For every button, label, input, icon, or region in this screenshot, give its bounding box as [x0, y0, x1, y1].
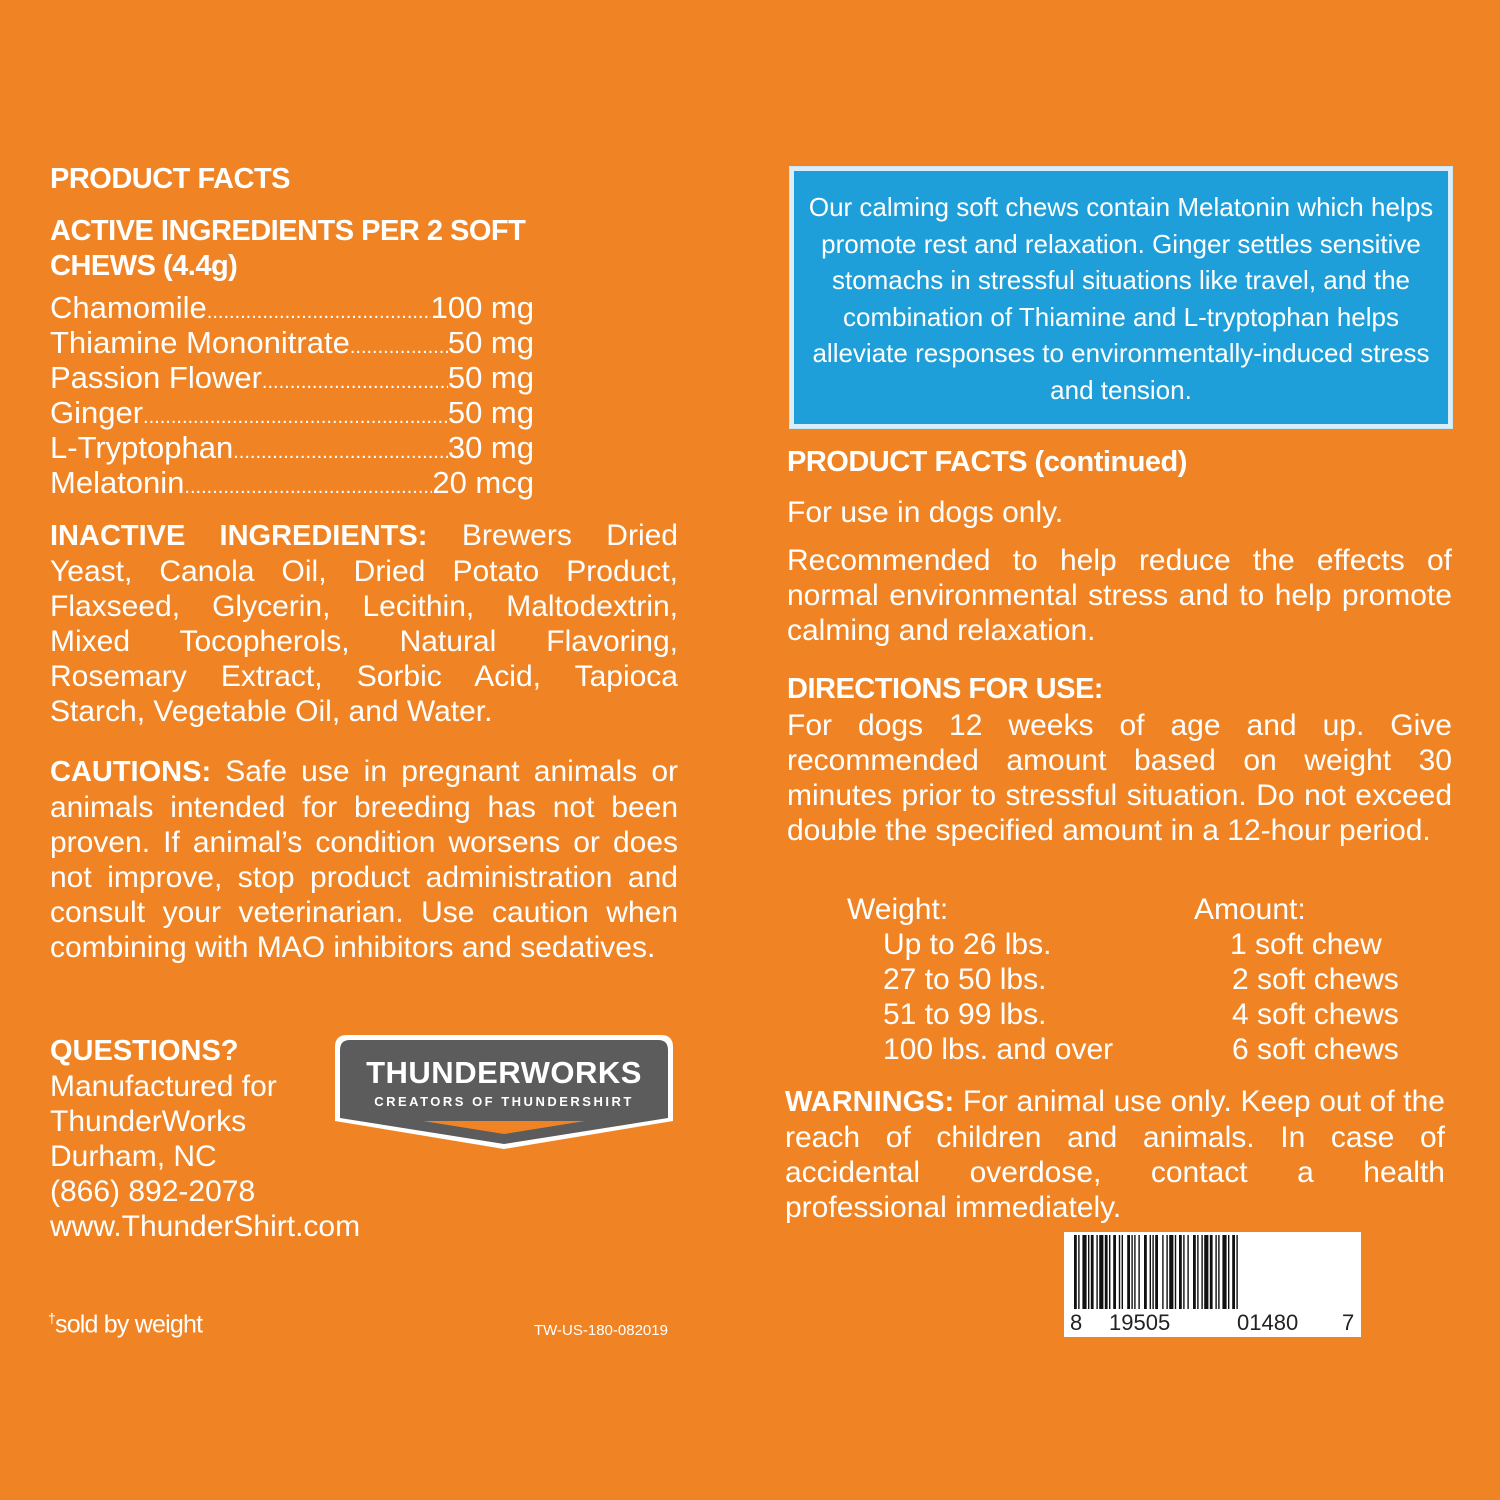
- weight-cell: 27 to 50 lbs.: [883, 963, 1047, 996]
- barcode-bar: [1131, 1235, 1132, 1309]
- barcode-bar: [1210, 1235, 1213, 1309]
- barcode-bar: [1169, 1235, 1173, 1309]
- recommended-use: Recommended to help reduce the effects of normal environmental stress and to help promote calming and relaxation.: [787, 544, 1452, 647]
- barcode-bar: [1091, 1235, 1094, 1309]
- barcode-bar: [1236, 1235, 1237, 1309]
- barcode-bar: [1183, 1235, 1184, 1309]
- calming-description-box: Our calming soft chews contain Melatonin which helps promote rest and relaxation. Ginger settles sensitive stomachs in stressful situations like travel, and the combination of Thiamine and L-tryptophan helps alleviate responses to environmentally-induced stress and tension.: [790, 167, 1452, 428]
- barcode-bar: [1197, 1235, 1198, 1309]
- barcode: [1064, 1232, 1361, 1337]
- amount-cell: 2 soft chews: [1232, 963, 1399, 996]
- barcode-bar: [1088, 1235, 1089, 1309]
- questions-block: [50, 1034, 361, 1244]
- inactive-ingredients: [50, 518, 678, 729]
- amount-cell: 4 soft chews: [1232, 998, 1399, 1031]
- weight-cell: 100 lbs. and over: [883, 1033, 1114, 1066]
- weight-cell: Up to 26 lbs.: [883, 928, 1052, 961]
- questions-label: QUESTIONS?: [50, 1035, 239, 1067]
- barcode-digits-group-1: 19505: [1109, 1310, 1171, 1335]
- cautions: [50, 754, 678, 965]
- leader-dots: [143, 395, 448, 430]
- sold-by-weight-text: sold by weight: [55, 1310, 203, 1339]
- barcode-bar: [1201, 1235, 1202, 1309]
- barcode-bar: [1162, 1235, 1163, 1309]
- logo-tagline: CREATORS OF THUNDERSHIRT: [374, 1094, 634, 1109]
- ingredient-amount: 50 mg: [447, 325, 534, 360]
- company-city: Durham, NC: [50, 1140, 217, 1173]
- phone-number: (866) 892-2078: [50, 1175, 256, 1208]
- barcode-digit-right: 7: [1342, 1310, 1355, 1335]
- barcode-bar: [1074, 1235, 1077, 1309]
- company-name: ThunderWorks: [50, 1105, 247, 1138]
- logo-badge-shape: [333, 1033, 675, 1151]
- product-facts-continued-title: PRODUCT FACTS (continued): [787, 446, 1187, 478]
- sold-by-weight-note: [48, 1310, 202, 1339]
- ingredient-row: [50, 465, 534, 500]
- barcode-bar: [1078, 1235, 1079, 1309]
- ingredient-name: Melatonin: [50, 465, 185, 500]
- barcode-bars: [1074, 1235, 1351, 1309]
- ingredient-name: Chamomile: [50, 290, 207, 325]
- warnings-text: For animal use only. Keep out of the reach of children and animals. In case of accidental overdose, contact a health professional immediately.: [785, 1085, 1445, 1224]
- weight-cell: 51 to 99 lbs.: [883, 998, 1047, 1031]
- product-code: TW-US-180-082019: [534, 1322, 668, 1339]
- barcode-bar: [1105, 1235, 1108, 1309]
- logo-name: THUNDERWORKS: [366, 1055, 642, 1090]
- barcode-bar: [1179, 1235, 1182, 1309]
- barcode-bar: [1138, 1235, 1139, 1309]
- inactive-label: INACTIVE INGREDIENTS:: [50, 520, 428, 552]
- product-facts-title: PRODUCT FACTS: [50, 163, 290, 195]
- barcode-bar: [1166, 1235, 1167, 1309]
- barcode-digit-left: 8: [1070, 1310, 1083, 1335]
- ingredient-row: [50, 395, 534, 430]
- barcode-bar: [1082, 1235, 1086, 1309]
- barcode-bar: [1175, 1235, 1176, 1309]
- ingredient-amount: 50 mg: [447, 395, 534, 430]
- ingredient-amount: 50 mg: [447, 360, 534, 395]
- amount-cell: 6 soft chews: [1232, 1033, 1399, 1066]
- cautions-text: Safe use in pregnant animals or animals intended for breeding has not been proven. If animal’s condition worsens or does not improve, stop product administration and consult your veterinarian. Use caution when combining with MAO inhibitors and sedatives.: [50, 755, 678, 964]
- ingredient-name: Passion Flower: [50, 360, 262, 395]
- leader-dots: [184, 465, 432, 500]
- barcode-bar: [1228, 1235, 1229, 1309]
- barcode-bar: [1127, 1235, 1130, 1309]
- barcode-bar: [1150, 1235, 1151, 1309]
- barcode-bar: [1096, 1235, 1097, 1309]
- ingredient-amount: 100 mg: [430, 290, 534, 325]
- ingredient-row: [50, 290, 534, 325]
- leader-dots: [262, 360, 448, 395]
- ingredient-name: Thiamine Mononitrate: [50, 325, 350, 360]
- barcode-bar: [1134, 1235, 1135, 1309]
- barcode-bar: [1204, 1235, 1208, 1309]
- ingredient-amount: 30 mg: [447, 430, 534, 465]
- amount-column: [1194, 892, 1399, 1067]
- for-dogs-only: For use in dogs only.: [787, 496, 1064, 529]
- ingredient-row: [50, 325, 534, 360]
- ingredient-row: [50, 360, 534, 395]
- barcode-digits-group-2: 01480: [1237, 1310, 1299, 1335]
- active-ingredients-list: [50, 290, 534, 500]
- barcode-bar: [1099, 1235, 1103, 1309]
- active-ingredients-title: ACTIVE INGREDIENTS PER 2 SOFT CHEWS (4.4g): [50, 215, 526, 282]
- ingredient-name: Ginger: [50, 395, 144, 430]
- barcode-bar: [1109, 1235, 1110, 1309]
- barcode-bar: [1119, 1235, 1120, 1309]
- barcode-bar: [1232, 1235, 1235, 1309]
- directions-title: DIRECTIONS FOR USE:: [787, 673, 1103, 705]
- directions-text: For dogs 12 weeks of age and up. Give recommended amount based on weight 30 minutes prior to stressful situation. Do not exceed double the specified amount in a 12-hour period.: [787, 709, 1452, 847]
- barcode-bar: [1113, 1235, 1116, 1309]
- cautions-label: CAUTIONS:: [50, 756, 212, 788]
- warnings: [785, 1084, 1445, 1225]
- manufacturer-line: Manufactured for: [50, 1070, 277, 1103]
- thunderworks-logo: [333, 1033, 675, 1151]
- barcode-bar: [1187, 1235, 1188, 1309]
- barcode-bar: [1152, 1235, 1153, 1309]
- barcode-bar: [1215, 1235, 1216, 1309]
- ingredient-row: [50, 430, 534, 465]
- inactive-text: Brewers Dried Yeast, Canola Oil, Dried Potato Product, Flaxseed, Glycerin, Lecithin, Maltodextrin, Mixed Tocopherols, Natural Flavoring, Rosemary Extract, Sorbic Acid, Tapioca Starch, Vegetable Oil, and Water.: [50, 519, 678, 728]
- weight-column: [847, 892, 1113, 1067]
- warnings-label: WARNINGS:: [785, 1086, 955, 1118]
- barcode-bar: [1122, 1235, 1123, 1309]
- weight-header: Weight:: [847, 893, 949, 926]
- barcode-bar: [1144, 1235, 1147, 1309]
- amount-header: Amount:: [1194, 893, 1306, 926]
- barcode-bar: [1155, 1235, 1158, 1309]
- barcode-bar: [1222, 1235, 1226, 1309]
- dagger-mark: †: [48, 1310, 55, 1326]
- leader-dots: [350, 325, 448, 360]
- leader-dots: [207, 290, 431, 325]
- barcode-bar: [1218, 1235, 1219, 1309]
- ingredient-amount: 20 mcg: [432, 465, 534, 500]
- website-url: www.ThunderShirt.com: [50, 1210, 361, 1243]
- amount-cell: 1 soft chew: [1230, 928, 1382, 961]
- barcode-bar: [1193, 1235, 1196, 1309]
- leader-dots: [233, 430, 448, 465]
- ingredient-name: L-Tryptophan: [50, 430, 234, 465]
